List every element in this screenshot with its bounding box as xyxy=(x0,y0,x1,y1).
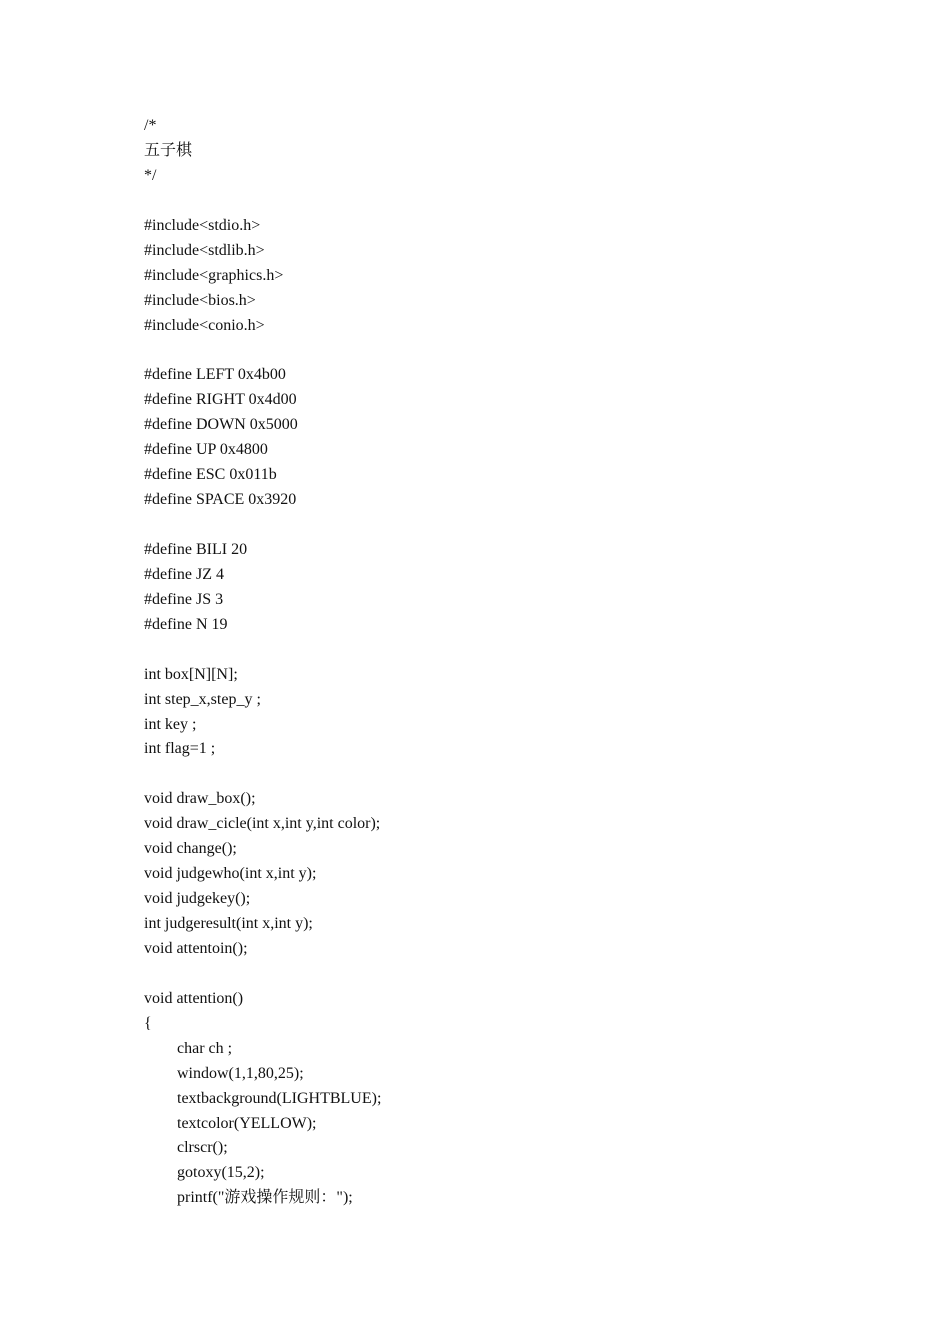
blank-line xyxy=(144,338,381,363)
code-line: void attention() xyxy=(144,989,244,1007)
code-line: clrscr(); xyxy=(177,1139,228,1157)
code-line: 五子棋 xyxy=(144,141,193,159)
code-line: void judgewho(int x,int y); xyxy=(144,865,317,883)
blank-line xyxy=(144,638,381,663)
blank-line xyxy=(144,762,381,787)
code-line: int key ; xyxy=(144,715,197,733)
blank-line xyxy=(144,513,381,538)
code-line: #define UP 0x4800 xyxy=(144,441,268,459)
code-line: #define N 19 xyxy=(144,615,228,633)
code-line: #define DOWN 0x5000 xyxy=(144,416,298,434)
code-line: window(1,1,80,25); xyxy=(177,1064,304,1082)
blank-line xyxy=(144,962,381,987)
code-line: char ch ; xyxy=(177,1039,233,1057)
code-line: int flag=1 ; xyxy=(144,740,216,758)
code-line: #include<graphics.h> xyxy=(144,266,284,284)
code-line: #define RIGHT 0x4d00 xyxy=(144,391,297,409)
code-line: #include<stdlib.h> xyxy=(144,241,265,259)
code-line: void draw_box(); xyxy=(144,790,256,808)
code-line: int judgeresult(int x,int y); xyxy=(144,915,313,932)
code-line: void change(); xyxy=(144,840,237,858)
code-line: #include<bios.h> xyxy=(144,291,256,309)
code-line: printf("游戏操作规则："); xyxy=(177,1189,353,1207)
code-listing xyxy=(144,114,381,1211)
code-line: /* xyxy=(144,117,157,134)
blank-line xyxy=(144,189,381,214)
code-line: #define BILI 20 xyxy=(144,540,248,558)
code-line: */ xyxy=(144,166,157,184)
code-line: void attentoin(); xyxy=(144,939,248,957)
code-line: void draw_cicle(int x,int y,int color); xyxy=(144,815,381,833)
code-line: #define SPACE 0x3920 xyxy=(144,491,297,509)
code-line: #include<conio.h> xyxy=(144,316,265,334)
code-line: #include<stdio.h> xyxy=(144,216,261,234)
code-line: int box[N][N]; xyxy=(144,665,238,683)
code-line: int step_x,step_y ; xyxy=(144,690,261,708)
code-line: #define LEFT 0x4b00 xyxy=(144,366,286,384)
code-line: { xyxy=(144,1014,152,1032)
code-line: textcolor(YELLOW); xyxy=(177,1114,317,1132)
code-line: #define ESC 0x011b xyxy=(144,466,277,484)
code-line: #define JS 3 xyxy=(144,590,224,608)
code-line: void judgekey(); xyxy=(144,890,251,908)
code-line: #define JZ 4 xyxy=(144,565,224,583)
code-line: gotoxy(15,2); xyxy=(177,1164,265,1182)
code-line: textbackground(LIGHTBLUE); xyxy=(177,1089,382,1107)
